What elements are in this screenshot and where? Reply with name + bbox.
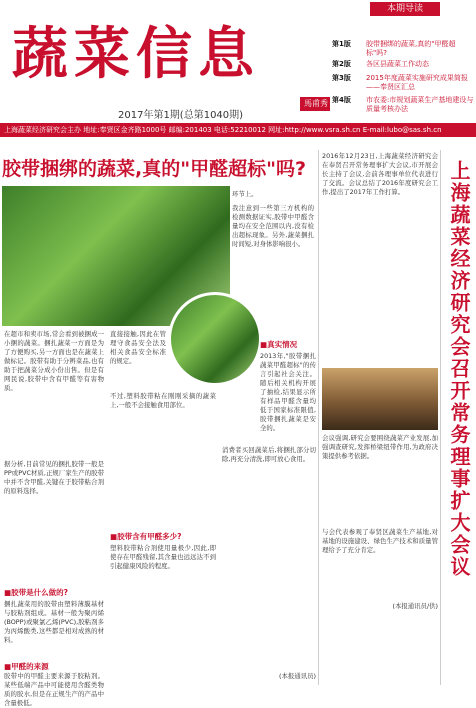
news-paragraph: 会议强调,研究会要围绕蔬菜产业发展,加强调查研究,发挥桥梁纽带作用,为政府决策提供参考依据。: [322, 434, 438, 460]
article-paragraph: 2013年,"胶带捆扎蔬菜甲醛超标"的传言引起社会关注。随后相关机构开展了抽检,结果显示所有样品甲醛含量均低于国家标准限值,胶带捆扎蔬菜是安全的。: [260, 352, 316, 432]
toc-title: 市农委:市规划蔬菜生产基地建设与质量考核办法: [366, 96, 474, 113]
article-paragraph: 据分析,目前常见的捆扎胶带一般是PP或PVC材质,正规厂家生产的胶带中并不含甲醛,关键在于胶带粘合剂的原料选择。: [4, 460, 104, 495]
byline: (本报通讯员): [279, 672, 316, 680]
article-paragraph: 胶带中的甲醛主要来源于胶粘剂。某些低端产品中可能使用含醛类物质的胶水,但是在正规生产的产品中含量极低。: [4, 672, 104, 707]
headline: 胶带捆绑的蔬菜,真的"甲醛超标"吗?: [2, 158, 307, 180]
article-paragraph: 环节上。: [232, 190, 258, 198]
vertical-headline: 上海蔬菜经济研究会召开常务理事扩大会议: [447, 160, 471, 578]
article-paragraph: 直接接触,因此在管理守食品安全法及相关食品安全标准的规定。: [110, 330, 166, 365]
publisher-info: 上海蔬菜经济研究会主办 地址:奉贤区金齐路1000号 邮编:201403 电话:52210012 网址:http://www.vsra.sh.cn E-mail:lubo@sas.sh.cn: [4, 126, 442, 134]
toc-page: 第2版: [332, 60, 351, 68]
toc-title: 胶带捆绑的蔬菜,真的"甲醛超标"吗?: [366, 40, 456, 57]
subheading: ■真实情况: [260, 340, 298, 349]
column-divider: [440, 150, 441, 685]
byline: (本报通讯员/供): [392, 602, 438, 610]
column-divider: [318, 150, 319, 685]
toc-header: 本期导读: [370, 2, 440, 16]
article-paragraph: 我注意到一些第三方机构的检测数据证实,胶带中甲醛含量均在安全范围以内,没有检出超标现象。另外,蔬菜捆扎时间短,对身体影响很小。: [232, 204, 314, 248]
article-paragraph: 捆扎蔬菜用的胶带由塑料薄膜基材与胶粘剂组成。基材一般为聚丙烯(BOPP)或聚氯乙烯(PVC),胶粘剂多为丙烯酸类,这些都是相对成熟的材料。: [4, 600, 104, 644]
article-paragraph: 在超市和卖市场,常会看到被捆成一小捆的蔬菜。捆扎蔬菜一方面是为了方便购买,另一方面也是在蔬菜上做标记。胶带有助于分辨菜品,也有助于把蔬菜分成小份出售。但是有网民说,胶带中含有甲醛等有害物质。: [4, 330, 104, 392]
toc-title: 2015年度蔬菜实施研究成果简报——奉贤区汇总: [366, 74, 468, 91]
meeting-photo: [322, 368, 438, 430]
toc-page: 第1版: [332, 40, 351, 48]
toc-page: 第3版: [332, 74, 351, 82]
article-paragraph: 塑料胶带粘合剂使用量极少,因此,即使存在甲醛残留,其含量也远远达不到引起健康风险的程度。: [110, 544, 216, 570]
news-paragraph: 与会代表参观了奉贤区蔬菜生产基地,对基地的设施建设、绿色生产技术和质量管理给予了充分肯定。: [322, 528, 438, 554]
subheading: ■胶带是什么做的?: [4, 588, 68, 597]
seal-stamp: 馬甫秀: [300, 97, 332, 111]
toc-title: 各区县蔬菜工作动态: [366, 60, 429, 68]
issue-number: 2017年第1期(总第1040期): [118, 110, 244, 121]
subheading: ■胶带含有甲醛多少?: [110, 532, 182, 541]
subheading: ■甲醛的来源: [4, 662, 49, 671]
article-paragraph: 不过,塑料胶带粘在刚刚采摘的蔬菜上,一般不会接触食用部位。: [110, 392, 216, 409]
toc-page: 第4版: [332, 96, 351, 104]
masthead-title: 蔬菜信息: [12, 21, 260, 87]
publisher-bar: [0, 123, 476, 137]
article-paragraph: 消费者买回蔬菜后,将捆扎部分切除,再充分清洗,即可放心食用。: [222, 446, 316, 463]
news-paragraph: 2016年12月23日,上海蔬菜经济研究会在奉贤召开常务理事扩大会议,市开展会长主持了会议,会前各理事单位代表进行了交流。会议总结了2016年度研究会工作,提出了2017年工作打算。: [322, 152, 438, 196]
